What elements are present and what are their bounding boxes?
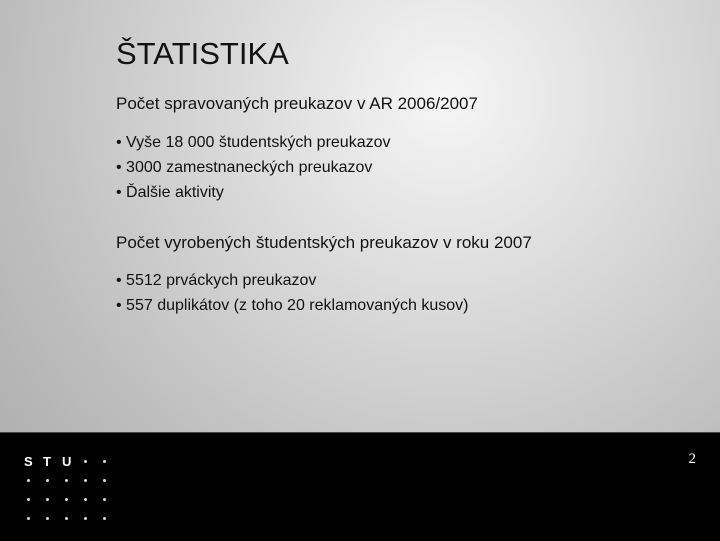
logo-dot <box>46 498 49 501</box>
section-heading-produced-cards: Počet vyrobených študentských preukazov v roku 2007 <box>116 233 532 252</box>
logo-dot <box>65 479 68 482</box>
list-item: • Vyše 18 000 študentských preukazov <box>116 130 391 155</box>
logo-dot <box>103 517 106 520</box>
logo-dot <box>103 498 106 501</box>
logo-dot <box>84 498 87 501</box>
logo-letter: S <box>24 454 33 469</box>
section-heading-managed-cards: Počet spravovaných preukazov v AR 2006/2007 <box>116 94 478 113</box>
bullet-list-produced-cards <box>116 268 468 318</box>
logo-dot <box>46 517 49 520</box>
logo-dot <box>84 479 87 482</box>
logo-dot <box>27 517 30 520</box>
page-number: 2 <box>688 451 696 467</box>
stu-logo <box>24 452 119 528</box>
logo-dot <box>65 498 68 501</box>
bullet-list-managed-cards <box>116 130 391 205</box>
logo-dot <box>27 479 30 482</box>
logo-dot <box>103 479 106 482</box>
list-item: • 557 duplikátov (z toho 20 reklamovaných kusov) <box>116 293 468 318</box>
logo-dot <box>46 479 49 482</box>
slide-title: ŠTATISTIKA <box>116 36 289 71</box>
logo-letter: T <box>43 454 51 469</box>
logo-dot <box>84 460 87 463</box>
logo-letter: U <box>62 454 72 469</box>
list-item: • Ďalšie aktivity <box>116 180 391 205</box>
logo-dot <box>65 517 68 520</box>
logo-dot <box>103 460 106 463</box>
list-item: • 3000 zamestnaneckých preukazov <box>116 155 391 180</box>
list-item: • 5512 prváckych preukazov <box>116 268 468 293</box>
logo-dot <box>27 498 30 501</box>
logo-dot <box>84 517 87 520</box>
